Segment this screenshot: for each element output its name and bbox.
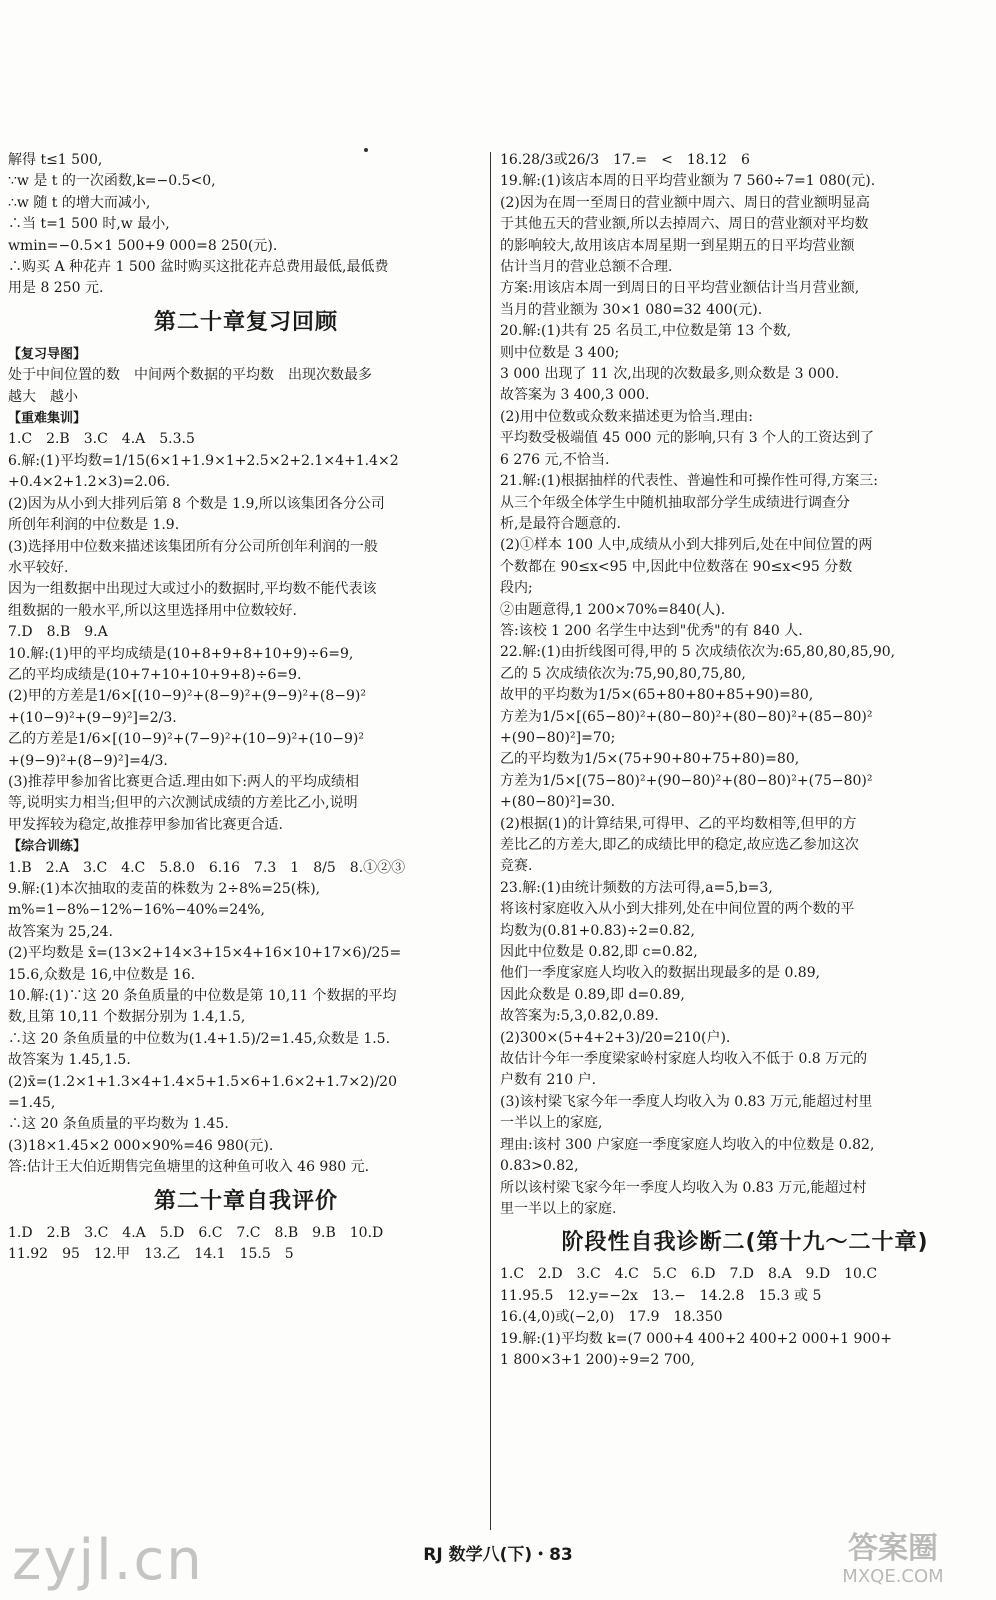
review-map-answers xyxy=(8,365,484,408)
text-line: 个数都在 90≤x<95 中,因此中位数落在 90≤x<95 分数 xyxy=(500,558,853,575)
text-line: 故答案为 3 400,3 000. xyxy=(500,387,650,404)
combo-training-answers xyxy=(8,858,484,1179)
text-line: 故甲的平均数为1/5×(65+80+80+85+90)=80, xyxy=(500,687,814,704)
text-line: 从三个年级全体学生中随机抽取部分学生成绩进行调查分 xyxy=(500,494,850,511)
text-line: 6.解:(1)平均数=1/15(6×1+1.9×1+2.5×2+2.1×4+1.4×2 xyxy=(8,452,399,469)
text-line: ∴当 t=1 500 时,w 最小, xyxy=(8,216,170,233)
text-line: 答:该校 1 200 名学生中达到"优秀"的有 840 人. xyxy=(500,622,803,639)
text-line: 于其他五天的营业额,所以去掉周六、周日的营业额对平均数 xyxy=(500,216,869,233)
text-line: (2)根据(1)的计算结果,可得甲、乙的平均数相等,但甲的方 xyxy=(500,815,857,832)
left-column xyxy=(8,150,484,1266)
text-line: 越大 越小 xyxy=(8,388,78,405)
text-line: 因为一组数据中出现过大或过小的数据时,平均数不能代表该 xyxy=(8,581,377,598)
text-line: ∴w 随 t 的增大而减小, xyxy=(8,194,151,211)
section-title-review: 第二十章复习回顾 xyxy=(153,309,338,335)
text-line: 户数有 210 户. xyxy=(500,1072,597,1089)
text-line: 估计当月的营业总额不合理. xyxy=(500,259,673,276)
watermark-mxqe-url: MXQE.COM xyxy=(842,1566,944,1587)
text-line: 乙的平均数为1/5×(75+90+80+75+80)=80, xyxy=(500,751,800,768)
text-line: 6 276 元,不恰当. xyxy=(500,451,610,468)
text-line: 一半以上的家庭, xyxy=(500,1115,603,1132)
text-line: (2)用中位数或众数来描述更为恰当.理由: xyxy=(500,408,753,425)
tag-review-map: 【复习导图】 xyxy=(8,346,87,362)
text-line: 故估计今年一季度梁家岭村家庭人均收入不低于 0.8 万元的 xyxy=(500,1051,868,1068)
text-line: 乙的 5 次成绩依次为:75,90,80,75,80, xyxy=(500,665,746,682)
text-line: (2)甲的方差是1/6×[(10−9)²+(8−9)²+(9−9)²+(8−9)² xyxy=(8,688,366,705)
text-line: 22.解:(1)由折线图可得,甲的 5 次成绩依次为:65,80,80,85,90, xyxy=(500,644,896,661)
tag-focus-training: 【重难集训】 xyxy=(8,411,87,427)
text-line: 等,说明实力相当;但甲的六次测试成绩的方差比乙小,说明 xyxy=(8,795,358,812)
section-title-diagnosis: 阶段性自我诊断二(第十九～二十章) xyxy=(561,1230,929,1256)
text-line: 乙的平均成绩是(10+7+10+10+9+8)÷6=9. xyxy=(8,666,302,683)
text-line: 16.28/3或26/3 17.= < 18.12 6 xyxy=(500,152,750,168)
answer-continuation xyxy=(8,150,484,300)
text-line: 里一半以上的家庭. xyxy=(500,1200,617,1217)
text-line: 将该村家庭收入从小到大排列,处在中间位置的两个数的平 xyxy=(500,901,855,918)
text-line: 所创年利润的中位数是 1.9. xyxy=(8,517,180,534)
text-line: (2)①样本 100 人中,成绩从小到大排列后,处在中间位置的两 xyxy=(500,537,873,554)
text-line: 23.解:(1)由统计频数的方法可得,a=5,b=3, xyxy=(500,879,773,896)
text-line: 段内; xyxy=(500,580,533,597)
text-line: 1.D 2.B 3.C 4.A 5.D 6.C 7.C 8.B 9.B 10.D xyxy=(8,1224,384,1241)
text-line: 方案:用该店本周一到周日的日平均营业额估计当月营业额, xyxy=(500,280,860,297)
text-line: (2)平均数是 x̄=(13×2+14×3+15×4+16×10+17×6)/25= xyxy=(8,945,402,962)
text-line: 方差为1/5×[(65−80)²+(80−80)²+(80−80)²+(85−80)² xyxy=(500,708,873,725)
text-line: (3)选择用中位数来描述该集团所有分公司所创年利润的一般 xyxy=(8,538,378,555)
text-line: 方差为1/5×[(75−80)²+(90−80)²+(80−80)²+(75−80)² xyxy=(500,772,873,789)
watermark-mxqe-logo: 答案圈 xyxy=(848,1531,938,1566)
watermark-mxqe xyxy=(808,1532,978,1596)
text-line: 19.解:(1)平均数 k=(7 000+4 400+2 400+2 000+1 900+ xyxy=(500,1330,892,1347)
text-line: 甲发挥较为稳定,故推荐甲参加省比赛更合适. xyxy=(8,816,283,833)
text-line: 9.解:(1)本次抽取的麦苗的株数为 2÷8%=25(株), xyxy=(8,881,321,897)
text-line: (3)推荐甲参加省比赛更合适.理由如下:两人的平均成绩相 xyxy=(8,773,359,790)
text-line: 因此中位数是 0.82,即 c=0.82, xyxy=(500,944,698,961)
text-line: 当月的营业额为 30×1 080=32 400(元). xyxy=(500,301,763,318)
text-line: (2)因为在周一至周日的营业额中周六、周日的营业额明显高 xyxy=(500,194,870,211)
text-line: 19.解:(1)该店本周的日平均营业额为 7 560÷7=1 080(元). xyxy=(500,173,876,190)
text-line: 则中位数是 3 400; xyxy=(500,344,620,361)
page-footer: RJ 数学八(下)・83 xyxy=(423,1545,573,1565)
text-line: ∵w 是 t 的一次函数,k=−0.5<0, xyxy=(8,173,216,190)
text-line: +(90−80)²]=70; xyxy=(500,729,616,746)
text-line: +(10−9)²+(9−9)²]=2/3. xyxy=(8,709,177,726)
text-line: 1 800×3+1 200)÷9=2 700, xyxy=(500,1351,695,1368)
text-line: 1.B 2.A 3.C 4.C 5.8.0 6.16 7.3 1 8/5 8.①②③ xyxy=(8,859,406,876)
diagnosis-answers xyxy=(500,1264,990,1371)
text-line: 数,且第 10,11 个数据分别为 1.4,1.5, xyxy=(8,1009,246,1026)
text-line: 1.C 2.D 3.C 4.C 5.C 6.D 7.D 8.A 9.D 10.C xyxy=(500,1266,878,1283)
right-column xyxy=(500,150,990,1371)
section-title-self-eval: 第二十章自我评价 xyxy=(153,1188,338,1214)
watermark-zyjl: zyjl.cn xyxy=(12,1528,204,1593)
text-line: 20.解:(1)共有 25 名员工,中位数是第 13 个数, xyxy=(500,323,792,340)
text-line: 所以该村梁飞家今年一季度人均收入为 0.83 万元,能超过村 xyxy=(500,1179,867,1196)
answers-16-23 xyxy=(500,150,990,1220)
text-line: (2)300×(5+4+2+3)/20=210(户). xyxy=(500,1029,731,1046)
text-line: 组数据的一般水平,所以这里选择用中位数较好. xyxy=(8,602,297,619)
text-line: 故答案为 1.45,1.5. xyxy=(8,1052,131,1069)
text-line: (3)该村梁飞家今年一季度人均收入为 0.83 万元,能超过村里 xyxy=(500,1093,873,1110)
text-line: 故答案为:5,3,0.82,0.89. xyxy=(500,1008,659,1025)
text-line: ②由题意得,1 200×70%=840(人). xyxy=(500,601,726,618)
text-line: 乙的方差是1/6×[(10−9)²+(7−9)²+(10−9)²+(10−9)² xyxy=(8,731,364,748)
text-line: 7.D 8.B 9.A xyxy=(8,624,108,641)
text-line: 析,是最符合题意的. xyxy=(500,515,621,532)
text-line: 答:估计王大伯近期售完鱼塘里的这种鱼可收入 46 980 元. xyxy=(8,1159,370,1176)
text-line: 竞赛. xyxy=(500,858,533,875)
column-divider xyxy=(490,152,491,1530)
text-line: 水平较好. xyxy=(8,559,69,576)
text-line: 21.解:(1)根据抽样的代表性、普遍性和可操作性可得,方案三: xyxy=(500,473,878,490)
text-line: wmin=−0.5×1 500+9 000=8 250(元). xyxy=(8,237,278,254)
text-line: 差比乙的方差大,即乙的成绩比甲的稳定,故应选乙参加这次 xyxy=(500,837,859,853)
text-line: +0.4×2+1.2×3)=2.06. xyxy=(8,474,171,491)
text-line: 均数为(0.81+0.83)÷2=0.82, xyxy=(500,922,695,939)
text-line: +(80−80)²]=30. xyxy=(500,794,616,811)
text-line: 1.C 2.B 3.C 4.A 5.3.5 xyxy=(8,431,195,448)
text-line: 理由:该村 300 户家庭一季度家庭人均收入的中位数是 0.82, xyxy=(500,1136,875,1153)
focus-training-answers xyxy=(8,429,484,836)
text-line: 平均数受极端值 45 000 元的影响,只有 3 个人的工资达到了 xyxy=(500,430,875,447)
text-line: =1.45, xyxy=(8,1095,56,1112)
text-line: ∴这 20 条鱼质量的中位数为(1.4+1.5)/2=1.45,众数是 1.5. xyxy=(8,1030,391,1047)
text-line: 11.95.5 12.y=−2x 13.− 14.2.8 15.3 或 5 xyxy=(500,1287,822,1304)
text-line: +(9−9)²+(8−9)²]=4/3. xyxy=(8,752,168,769)
text-line: (3)18×1.45×2 000×90%=46 980(元). xyxy=(8,1137,274,1154)
text-line: 因此众数是 0.89,即 d=0.89, xyxy=(500,986,685,1003)
text-line: 16.(4,0)或(−2,0) 17.9 18.350 xyxy=(500,1309,723,1326)
text-line: ∴购买 A 种花卉 1 500 盆时购买这批花卉总费用最低,最低费 xyxy=(8,259,389,276)
text-line: 15.6,众数是 16,中位数是 16. xyxy=(8,966,196,983)
text-line: 用是 8 250 元. xyxy=(8,280,104,297)
text-line: 11.92 95 12.甲 13.乙 14.1 15.5 5 xyxy=(8,1246,294,1263)
text-line: 处于中间位置的数 中间两个数据的平均数 出现次数最多 xyxy=(8,367,372,384)
text-line: m%=1−8%−12%−16%−40%=24%, xyxy=(8,902,265,919)
text-line: 故答案为 25,24. xyxy=(8,923,113,940)
text-line: ∴这 20 条鱼质量的平均数为 1.45. xyxy=(8,1116,229,1133)
tag-combo-training: 【综合训练】 xyxy=(8,839,87,855)
text-line: (2)因为从小到大排列后第 8 个数是 1.9,所以该集团各分公司 xyxy=(8,495,385,512)
text-line: 10.解:(1)∵这 20 条鱼质量的中位数是第 10,11 个数据的平均 xyxy=(8,988,397,1005)
text-line: 解得 t≤1 500, xyxy=(8,152,103,168)
text-line: (2)x̄=(1.2×1+1.3×4+1.4×5+1.5×6+1.6×2+1.7×2)/20 xyxy=(8,1073,397,1090)
text-line: 0.83>0.82, xyxy=(500,1158,579,1175)
text-line: 的影响较大,故用该店本周星期一到星期五的日平均营业额 xyxy=(500,237,855,254)
self-eval-answers xyxy=(8,1223,484,1266)
text-line: 10.解:(1)甲的平均成绩是(10+8+9+8+10+9)÷6=9, xyxy=(8,645,354,662)
text-line: 他们一季度家庭人均收入的数据出现最多的是 0.89, xyxy=(500,965,821,982)
text-line: 3 000 出现了 11 次,出现的次数最多,则众数是 3 000. xyxy=(500,366,840,383)
